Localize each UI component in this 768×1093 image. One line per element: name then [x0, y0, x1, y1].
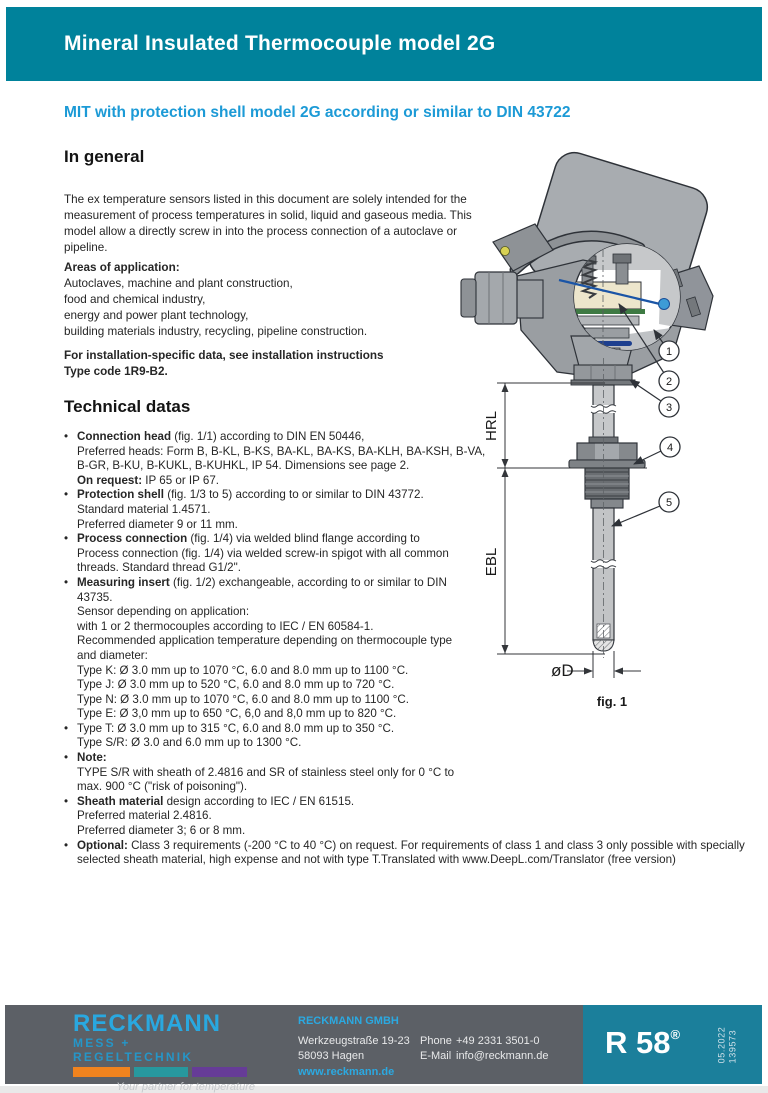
probe-drawing — [569, 358, 645, 658]
bullet-line: Protection shell (fig. 1/3 to 5) according to or similar to DIN 43772. — [77, 488, 424, 502]
bullet-line: Type K: Ø 3.0 mm up to 1070 °C, 6.0 and 8.0 mm up to 1100 °C. — [77, 663, 409, 677]
phone-number: +49 2331 3501-0 — [456, 1035, 540, 1047]
bullet-dot: • — [64, 488, 69, 502]
company-name: RECKMANN GMBH — [298, 1015, 399, 1027]
text-line: model allow a directly screw in into the process connection of a autoclave or — [64, 225, 458, 238]
bullet-line: Recommended application temperature depending on thermocouple type — [77, 634, 453, 648]
balloon-2 — [659, 371, 679, 391]
logo-bar-purple — [192, 1067, 247, 1077]
bullet-line: Process connection (fig. 1/4) via welded blind flange according to — [77, 532, 420, 546]
technical-bullet — [64, 722, 745, 751]
wire-terminal-dot — [659, 299, 670, 310]
balloon-3 — [659, 397, 679, 417]
svg-text:3: 3 — [665, 402, 673, 414]
bullet-line: Note: — [77, 751, 107, 765]
balloon-5 — [659, 492, 679, 512]
email-label: E-Mail — [420, 1050, 452, 1062]
reference-code-text: R 58 — [605, 1025, 671, 1060]
bullet-line: TYPE S/R with sheath of 2.4816 and SR of stainless steel only for 0 °C to — [77, 765, 455, 779]
logo-color-bars — [73, 1067, 255, 1077]
svg-text:5: 5 — [665, 497, 673, 509]
bullet-line: Sheath material design according to IEC / EN 61515. — [77, 794, 355, 808]
svg-text:2: 2 — [665, 376, 673, 388]
logo-wordmark: RECKMANN — [73, 1010, 221, 1037]
bullet-line: B-GR, B-KU, B-KUKL, B-KUHKL, IP 54. Dimensions see page 2. — [77, 459, 410, 473]
hex-nut-drawing — [577, 443, 637, 460]
bullet-line: Process connection (fig. 1/4) via welded screw-in spigot with all common — [77, 546, 449, 560]
hinge-screw — [501, 247, 510, 256]
technical-bullet — [64, 839, 745, 868]
text-line: For installation-specific data, see installation instructions — [64, 349, 384, 362]
bullet-dot: • — [64, 575, 69, 589]
footer-bar — [5, 1005, 762, 1093]
bullet-line: Preferred diameter 9 or 11 mm. — [77, 517, 238, 531]
reference-box — [583, 1005, 762, 1084]
bullet-line: Preferred diameter 3; 6 or 8 mm. — [77, 824, 246, 838]
areas-lines — [64, 276, 367, 340]
bullet-line: threads. Standard thread G1/2". — [77, 561, 241, 575]
bullet-line: Sensor depending on application: — [77, 605, 250, 619]
installation-note — [64, 348, 384, 380]
general-paragraph — [64, 192, 472, 256]
dim-label-hrl: HRL — [483, 410, 500, 442]
bullet-line: max. 900 °C ("risk of poisoning"). — [77, 780, 248, 794]
text-line: pipeline. — [64, 241, 108, 254]
text-line: Type code 1R9-B2. — [64, 365, 168, 378]
thermocouple-figure — [455, 158, 765, 718]
bullet-line: Type T: Ø 3.0 mm up to 315 °C, 6.0 and 8.0 mm up to 350 °C. — [77, 721, 395, 735]
website-link[interactable]: www.reckmann.de — [298, 1066, 395, 1078]
areas-heading: Areas of application: — [64, 261, 180, 274]
bullet-line: and diameter: — [77, 648, 148, 662]
dim-label-diameter: øD — [551, 661, 574, 680]
company-logo — [73, 1012, 255, 1093]
document-number: 139573 — [727, 1029, 738, 1063]
balloon-4 — [660, 437, 680, 457]
bullet-line: Connection head (fig. 1/1) according to DIN EN 50446, — [77, 430, 365, 443]
bullet-line: Preferred heads: Form B, B-KL, B-KS, BA-KL, BA-KS, BA-KLH, BA-KSH, B-VA, — [77, 444, 486, 458]
bullet-dot: • — [64, 532, 69, 546]
bullet-line: Type S/R: Ø 3.0 and 6.0 mm up to 1300 °C. — [77, 736, 302, 750]
document-date: 05.2022 — [716, 1026, 727, 1063]
page-title: Mineral Insulated Thermocouple model 2G — [64, 32, 496, 55]
balloon-1 — [659, 341, 679, 361]
company-city: 58093 Hagen — [298, 1050, 365, 1062]
company-street: Werkzeugstraße 19-23 — [298, 1035, 410, 1047]
bullet-line: Type N: Ø 3.0 mm up to 1070 °C, 6.0 and 8.0 mm up to 1100 °C. — [77, 692, 409, 706]
bullet-line: Optional: Class 3 requirements (-200 °C to 40 °C) on request. For requirements of class 1 and class 3 only possible with specially — [77, 838, 745, 852]
areas-of-application — [64, 260, 367, 340]
logo-bar-teal — [134, 1067, 188, 1077]
bullet-line: selected sheath material, high expense and not with type T.Translated with www.DeepL.com/Translator (free version) — [77, 853, 676, 867]
text-line: building materials industry, recycling, pipeline construction. — [64, 325, 368, 338]
company-contact — [298, 1005, 578, 1084]
document-subtitle: MIT with protection shell model 2G according or similar to DIN 43722 — [64, 104, 571, 121]
bullet-line: Type J: Ø 3.0 mm up to 520 °C, 6.0 and 8.0 mm up to 720 °C. — [77, 678, 395, 692]
bullet-dot: • — [64, 794, 69, 808]
reference-code — [605, 1018, 680, 1060]
thread-drawing — [585, 468, 629, 499]
bullet-line: Measuring insert (fig. 1/2) exchangeable, according to or similar to DIN — [77, 575, 447, 589]
section-heading-technical-datas: Technical datas — [64, 397, 191, 416]
bullet-dot: • — [64, 721, 69, 735]
bullet-dot: • — [64, 838, 69, 852]
svg-text:1: 1 — [665, 346, 673, 358]
cable-gland-drawing — [461, 272, 543, 324]
bullet-line: On request: IP 65 or IP 67. — [77, 473, 219, 487]
logo-bar-orange — [73, 1067, 130, 1077]
section-heading-in-general: In general — [64, 147, 145, 166]
technical-bullet — [64, 795, 745, 839]
registered-mark: ® — [670, 1027, 681, 1042]
bullet-dot: • — [64, 751, 69, 765]
bullet-line: 43735. — [77, 590, 113, 604]
logo-subline: MESS + REGELTECHNIK — [73, 1036, 194, 1064]
email-address: info@reckmann.de — [456, 1050, 549, 1062]
svg-text:4: 4 — [666, 442, 674, 454]
text-line: The ex temperature sensors listed in this document are solely intended for the — [64, 193, 467, 206]
dim-label-ebl: EBL — [483, 547, 500, 577]
figure-caption: fig. 1 — [596, 694, 628, 709]
dimension-lines — [497, 383, 647, 678]
technical-bullet — [64, 751, 745, 795]
bullet-line: with 1 or 2 thermocouples according to IEC / EN 60584-1. — [77, 619, 374, 633]
bullet-line: Preferred material 2.4816. — [77, 809, 212, 823]
bullet-line: Type E: Ø 3,0 mm up to 650 °C, 6,0 and 8,0 mm up to 820 °C. — [77, 707, 397, 721]
text-line: food and chemical industry, — [64, 293, 206, 306]
phone-label: Phone — [420, 1035, 452, 1047]
header-bar — [6, 7, 762, 81]
text-line: Autoclaves, machine and plant construction, — [64, 277, 293, 290]
bullet-line: Standard material 1.4571. — [77, 502, 211, 516]
text-line: measurement of process temperatures in solid, liquid and gaseous media. This — [64, 209, 472, 222]
bullet-dot: • — [64, 430, 69, 443]
logo-slogan: Your partner for temperature — [116, 1081, 255, 1093]
document-meta-rotated — [716, 1026, 738, 1063]
text-line: energy and power plant technology, — [64, 309, 249, 322]
